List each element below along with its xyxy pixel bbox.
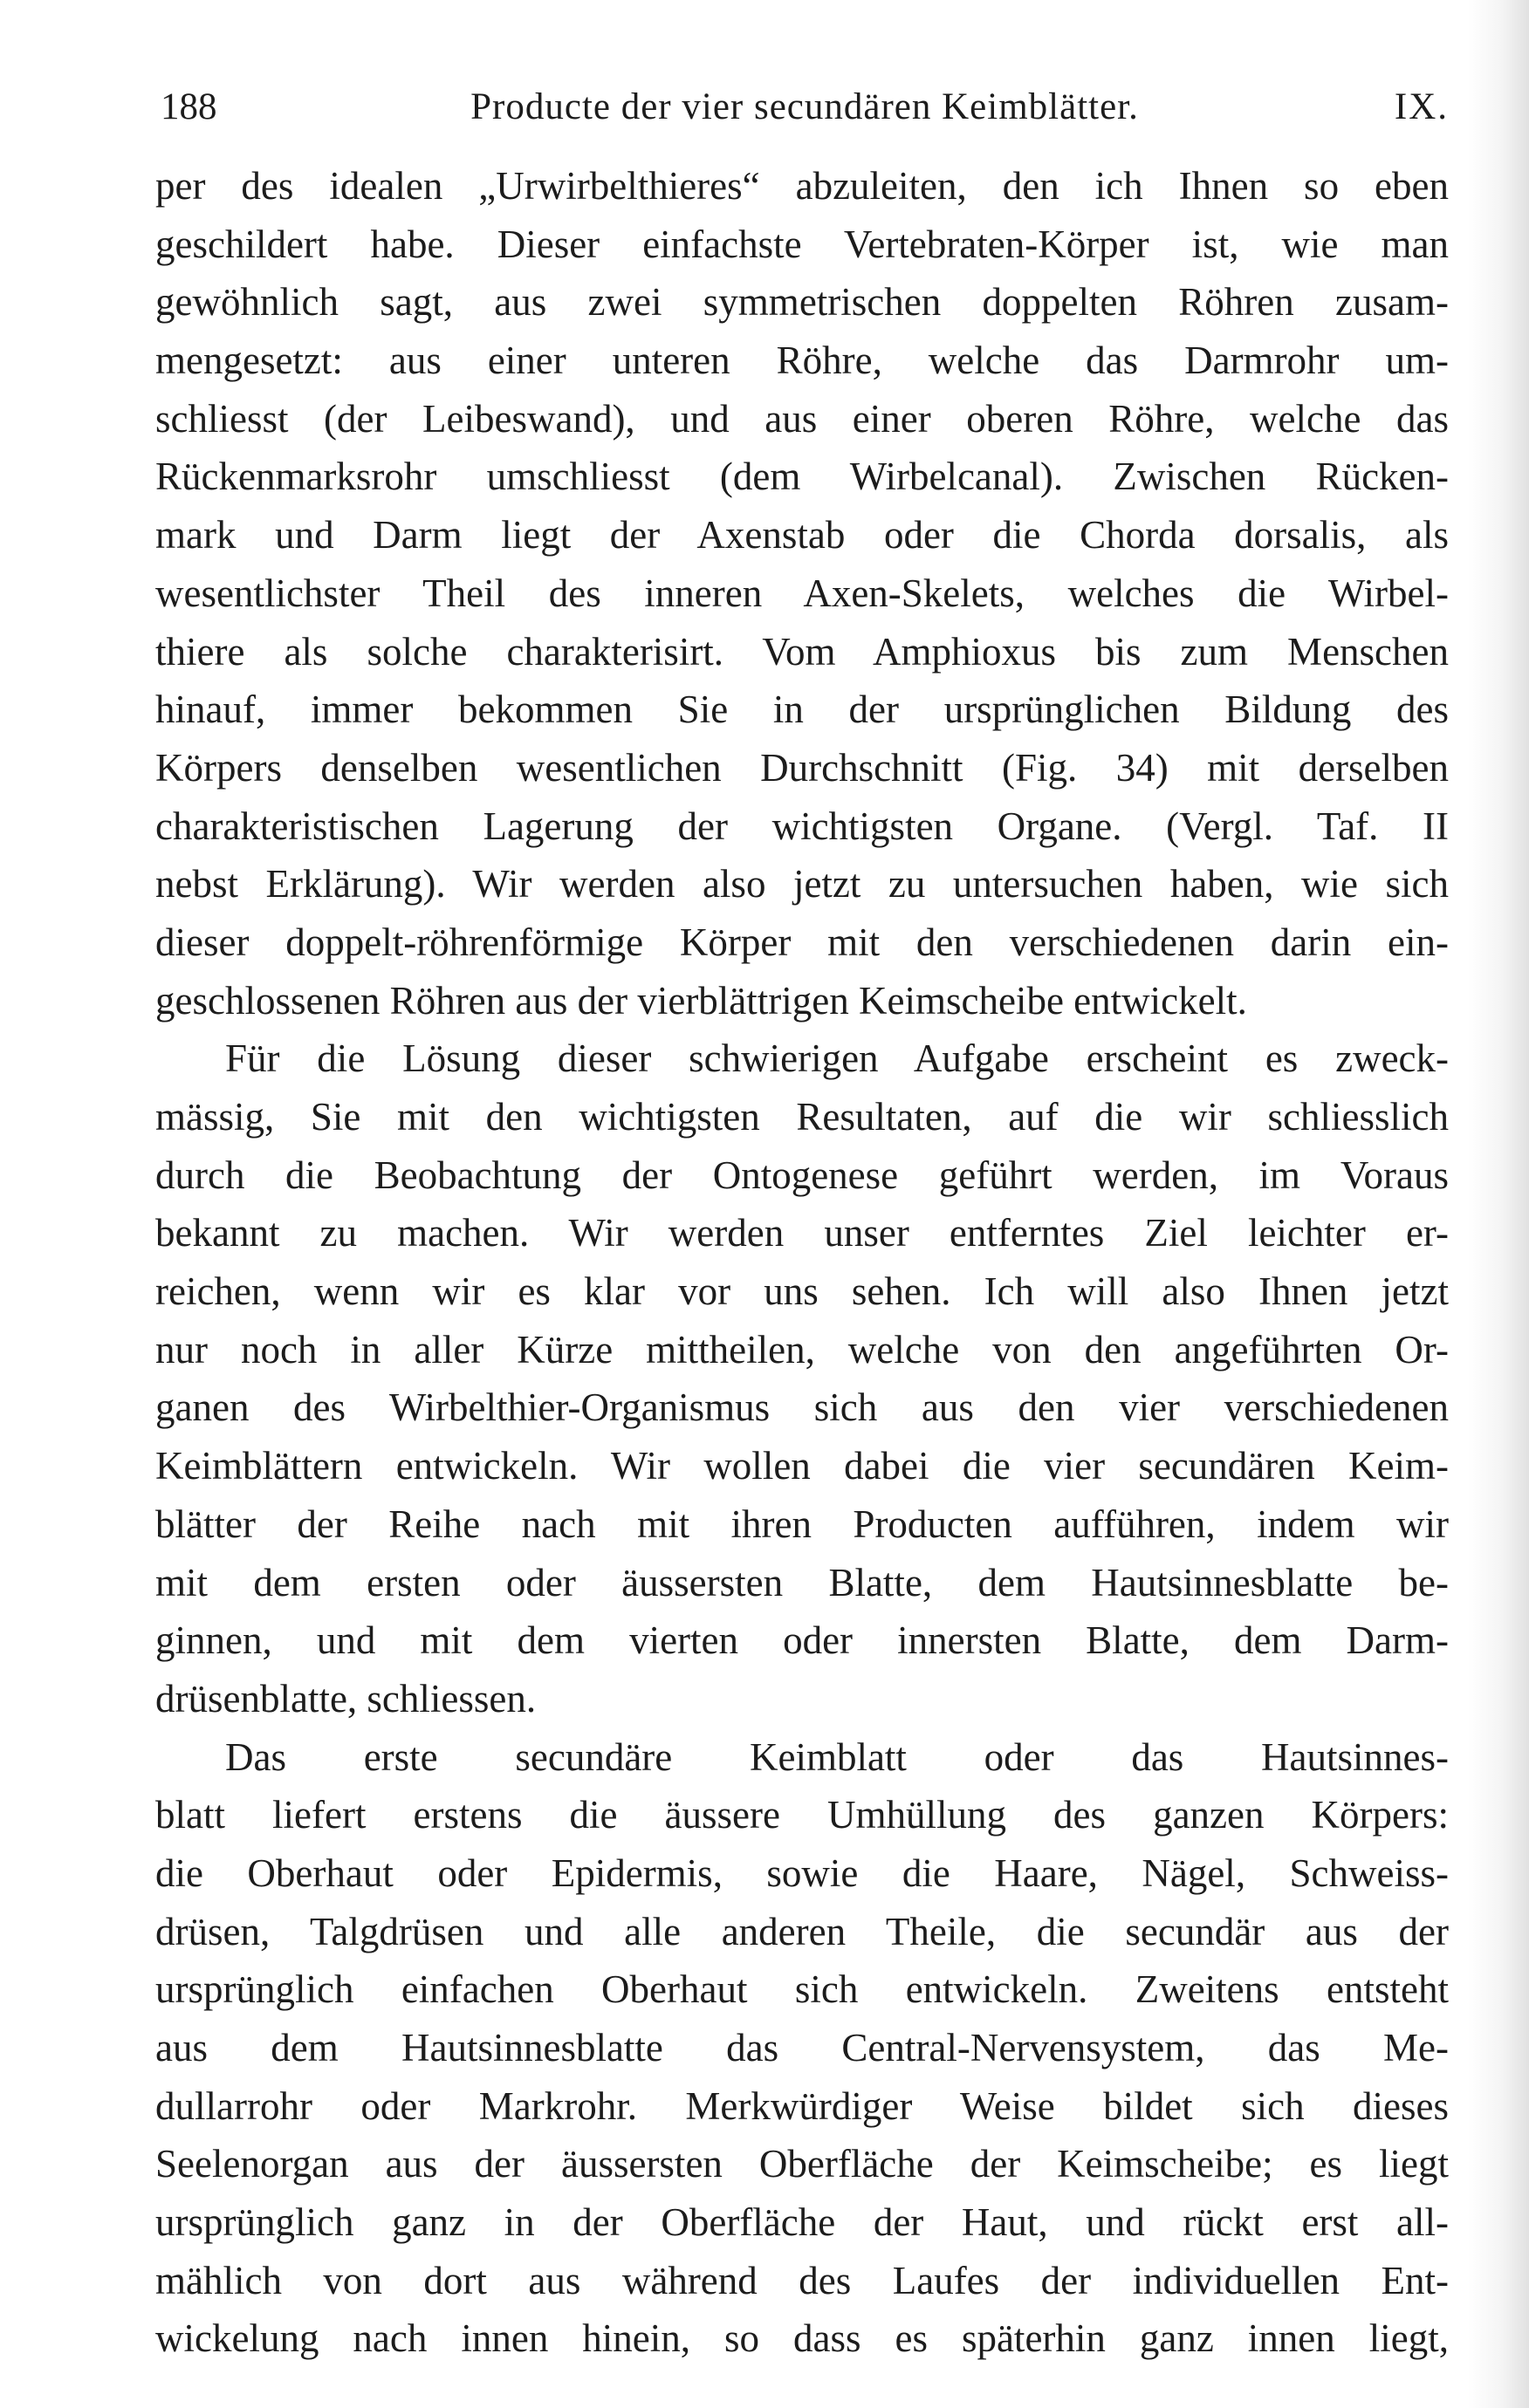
- text-line: schliesst (der Leibeswand), und aus einer oberen Röhre, welche das: [155, 396, 1449, 441]
- text-line: geschildert habe. Dieser einfachste Vertebraten-Körper ist, wie man: [155, 222, 1449, 266]
- text-line: ginnen, und mit dem vierten oder innersten Blatte, dem Darm-: [155, 1618, 1449, 1663]
- text-line: Das erste secundäre Keimblatt oder das Hautsinnes-: [225, 1734, 1449, 1779]
- text-line: mählich von dort aus während des Laufes der individuellen Ent-: [155, 2258, 1449, 2302]
- text-line: bekannt zu machen. Wir werden unser entferntes Ziel leichter er-: [155, 1211, 1449, 1255]
- text-line: hinauf, immer bekommen Sie in der ursprünglichen Bildung des: [155, 688, 1449, 732]
- text-line: ursprünglich einfachen Oberhaut sich entwickeln. Zweitens entsteht: [155, 1967, 1449, 2012]
- text-line: Für die Lösung dieser schwierigen Aufgabe erscheint es zweck-: [225, 1036, 1449, 1081]
- text-line: Rückenmarksrohr umschliesst (dem Wirbelcanal). Zwischen Rücken-: [155, 455, 1449, 499]
- text-line: dullarrohr oder Markrohr. Merkwürdiger Weise bildet sich dieses: [155, 2083, 1449, 2128]
- text-line: ursprünglich ganz in der Oberfläche der Haut, und rückt erst all-: [155, 2200, 1449, 2245]
- text-line: mässig, Sie mit den wichtigsten Resultaten, auf die wir schliesslich: [155, 1095, 1449, 1139]
- text-line: durch die Beobachtung der Ontogenese geführt werden, im Voraus: [155, 1153, 1449, 1197]
- text-line: geschlossenen Röhren aus der vierblättrigen Keimscheibe entwickelt.: [155, 978, 1247, 1023]
- text-line: dieser doppelt-röhrenförmige Körper mit den verschiedenen darin ein-: [155, 920, 1449, 964]
- text-line: wesentlichster Theil des inneren Axen-Skelets, welches die Wirbel-: [155, 571, 1449, 615]
- text-line: nebst Erklärung). Wir werden also jetzt zu untersuchen haben, wie sich: [155, 862, 1449, 906]
- text-line: die Oberhaut oder Epidermis, sowie die Haare, Nägel, Schweiss-: [155, 1850, 1449, 1895]
- text-line: blatt liefert erstens die äussere Umhüllung des ganzen Körpers:: [155, 1793, 1449, 1837]
- text-line: drüsenblatte, schliessen.: [155, 1676, 537, 1720]
- text-line: aus dem Hautsinnesblatte das Central-Nervensystem, das Me-: [155, 2026, 1449, 2069]
- text-line: thiere als solche charakterisirt. Vom Amphioxus bis zum Menschen: [155, 629, 1449, 674]
- text-line: mit dem ersten oder äussersten Blatte, dem Hautsinnesblatte be-: [155, 1560, 1449, 1604]
- text-line: nur noch in aller Kürze mittheilen, welche von den angeführten Or-: [155, 1327, 1449, 1372]
- text-line: Keimblättern entwickeln. Wir wollen dabei die vier secundären Keim-: [155, 1444, 1449, 1488]
- text-line: per des idealen „Urwirbelthieres“ abzuleiten, den ich Ihnen so eben: [155, 164, 1449, 208]
- text-line: Seelenorgan aus der äussersten Oberfläche der Keimscheibe; es liegt: [155, 2142, 1449, 2186]
- body-text: [155, 157, 1449, 2368]
- chapter-number: IX.: [1394, 86, 1449, 127]
- text-line: mark und Darm liegt der Axenstab oder die Chorda dorsalis, als: [155, 513, 1449, 558]
- running-title: Producte der vier secundären Keimblätter.: [470, 86, 1139, 127]
- page-number: 188: [161, 86, 217, 127]
- text-line: reichen, wenn wir es klar vor uns sehen. Ich will also Ihnen jetzt: [155, 1269, 1449, 1314]
- text-line: mengesetzt: aus einer unteren Röhre, welche das Darmrohr um-: [155, 339, 1449, 383]
- running-head: [161, 80, 1449, 134]
- text-line: ganen des Wirbelthier-Organismus sich aus den vier verschiedenen: [155, 1385, 1449, 1430]
- text-line: drüsen, Talgdrüsen und alle anderen Theile, die secundär aus der: [155, 1909, 1449, 1953]
- text-line: Körpers denselben wesentlichen Durchschnitt (Fig. 34) mit derselben: [155, 745, 1449, 790]
- text-line: wickelung nach innen hinein, so dass es späterhin ganz innen liegt,: [155, 2316, 1449, 2361]
- text-line: blätter der Reihe nach mit ihren Producten aufführen, indem wir: [155, 1502, 1449, 1546]
- text-line: charakteristischen Lagerung der wichtigsten Organe. (Vergl. Taf. II: [155, 804, 1449, 848]
- scan-edge-shadow: [1468, 0, 1529, 2408]
- text-line: gewöhnlich sagt, aus zwei symmetrischen doppelten Röhren zusam-: [155, 280, 1449, 325]
